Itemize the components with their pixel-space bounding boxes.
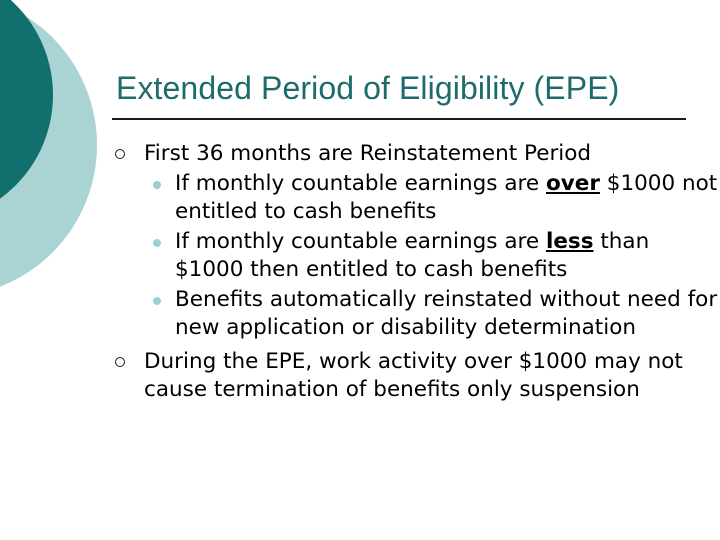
- sub-bullet-item: [0, 170, 720, 226]
- bullet-item: [0, 140, 720, 168]
- dot-bullet-icon: [153, 239, 161, 247]
- title-divider: [112, 118, 686, 120]
- sub-bullet-text-post: $1000 not entitled to cash benefits: [175, 171, 718, 224]
- page-title: Extended Period of Eligibility (EPE): [116, 70, 620, 106]
- slide-body: [0, 140, 720, 404]
- sub-bullet-text-post: than $1000 then entitled to cash benefits: [175, 229, 650, 282]
- bullet-text: During the EPE, work activity over $1000 may not cause termination of benefits only suspension: [144, 349, 683, 402]
- sub-bullet-text: Benefits automatically reinstated without need for new application or disability determination: [175, 287, 718, 340]
- emphasis-over: over: [545, 171, 600, 196]
- dot-bullet-icon: [153, 297, 161, 305]
- circle-bullet-icon: [115, 149, 125, 159]
- dot-bullet-icon: [153, 181, 161, 189]
- emphasis-less: less: [545, 229, 594, 254]
- bullet-text: First 36 months are Reinstatement Period: [144, 141, 592, 166]
- sub-bullet-item: [0, 228, 720, 284]
- sub-bullet-item: [0, 286, 720, 342]
- sub-bullet-text-pre: If monthly countable earnings are: [175, 171, 546, 196]
- bullet-item: [0, 348, 720, 404]
- sub-bullet-text-pre: If monthly countable earnings are: [175, 229, 546, 254]
- circle-bullet-icon: [115, 357, 125, 367]
